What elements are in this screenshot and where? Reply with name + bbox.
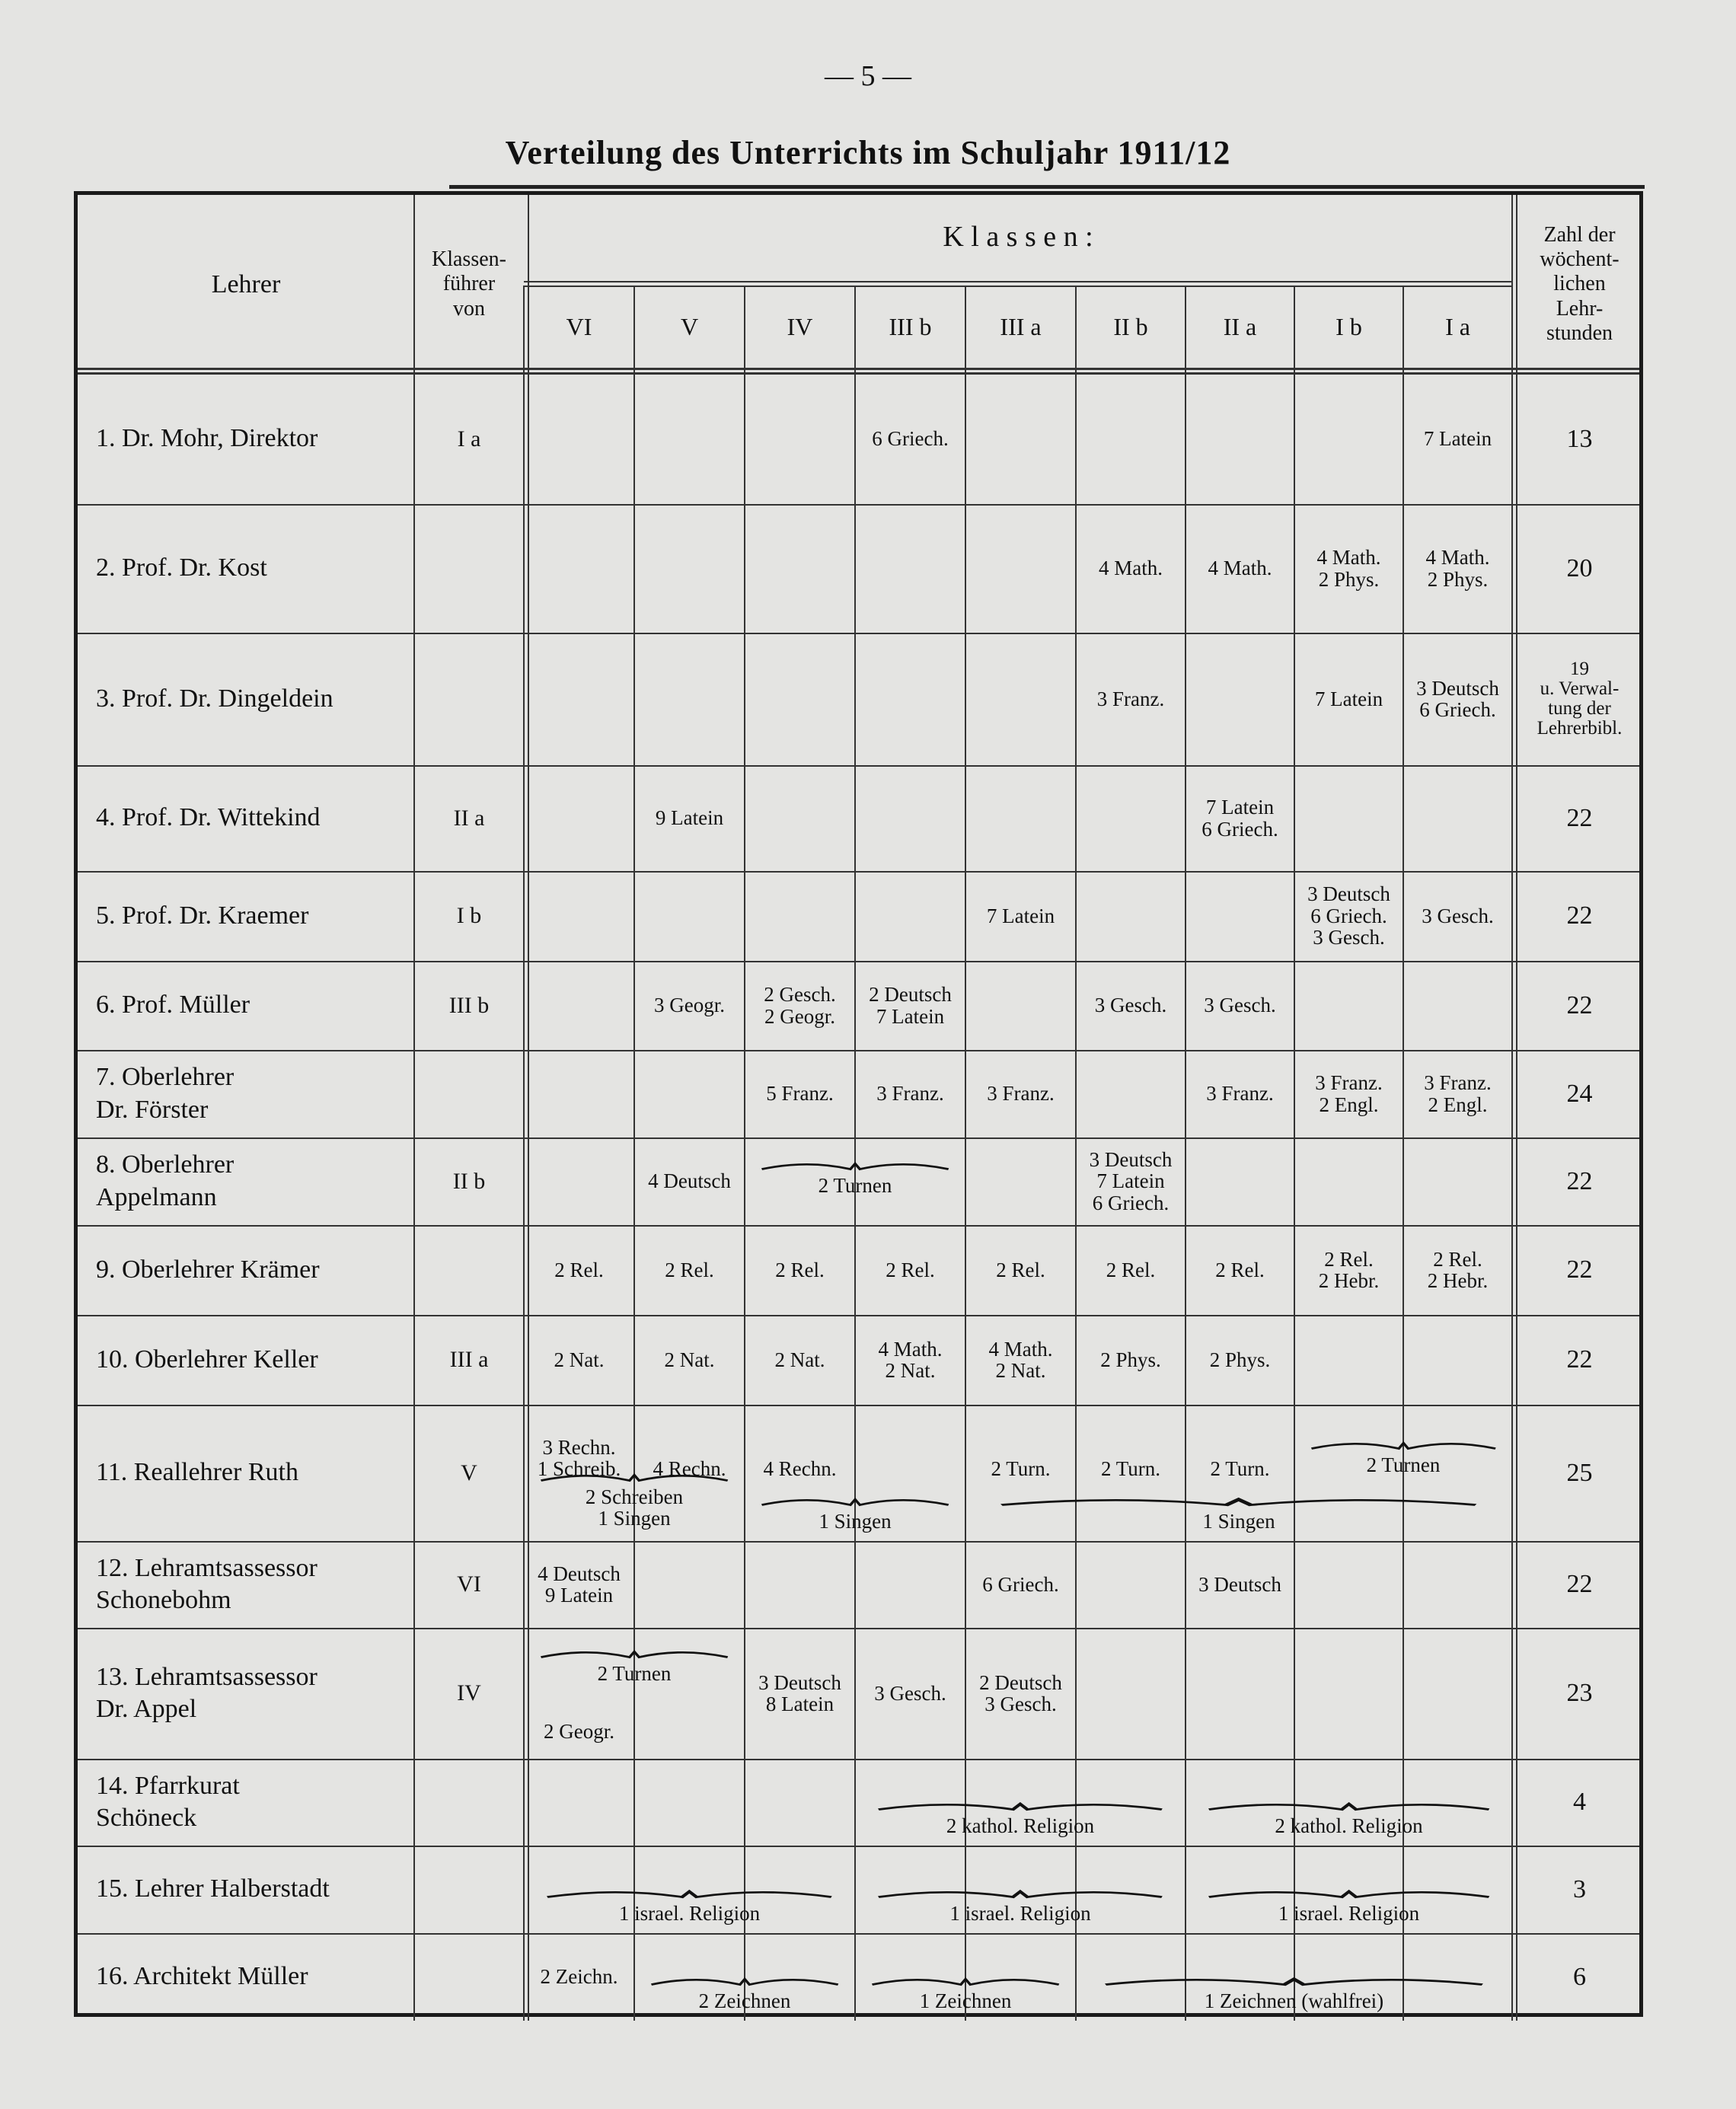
combined-lesson — [528, 1721, 630, 1742]
lesson-cell — [746, 374, 854, 504]
class-leader — [414, 1050, 524, 1137]
lesson-cell — [746, 633, 854, 765]
header-classes-title: K l a s s e n : — [943, 220, 1093, 253]
combined-lesson-label: 2 kathol. Religion — [1275, 1814, 1423, 1837]
brace-icon — [876, 1887, 1165, 1901]
lesson-cell: 2 Rel. — [554, 1258, 604, 1281]
lesson-cell: 6 Griech. — [872, 427, 949, 451]
class-leader: IV — [457, 1680, 481, 1706]
class-leader: II b — [452, 1168, 486, 1194]
lesson-cell — [1405, 1541, 1511, 1628]
lesson-cell — [636, 374, 743, 504]
brace-icon — [544, 1887, 834, 1901]
brace-icon — [870, 1975, 1061, 1989]
combined-lesson-label: 1 Zeichnen — [919, 1989, 1012, 2012]
weekly-hours-total: 24 — [1566, 1079, 1593, 1108]
combined-lesson — [970, 1495, 1508, 1532]
lesson-cell: 2 Turn. — [1100, 1457, 1161, 1481]
lesson-cell: 3 Gesch. — [1094, 994, 1167, 1017]
brace-icon — [876, 1800, 1165, 1814]
combined-lesson-label: 1 Singen — [819, 1510, 892, 1533]
brace-icon — [760, 1495, 950, 1509]
lesson-cell: 2 Zeichn. — [540, 1965, 618, 1989]
combined-lesson — [1080, 1975, 1508, 2012]
class-leader: III b — [448, 992, 490, 1018]
lesson-cell — [1296, 1137, 1402, 1225]
lesson-cell: 3 Deutsch 6 Griech. 3 Gesch. — [1307, 882, 1390, 949]
brace-icon — [539, 1471, 729, 1485]
lesson-cell — [746, 871, 854, 961]
lesson-cell: 2 Turn. — [1210, 1457, 1270, 1481]
teacher-name: 7. Oberlehrer Dr. Förster — [96, 1063, 235, 1124]
lesson-cell: 3 Gesch. — [1422, 904, 1494, 927]
lesson-cell: 2 Rel. — [886, 1258, 935, 1281]
weekly-hours-total: 22 — [1566, 803, 1593, 832]
lesson-cell — [1405, 1315, 1511, 1405]
lesson-cell — [525, 871, 633, 961]
class-leader — [414, 1759, 524, 1846]
lesson-cell — [857, 504, 964, 633]
lesson-cell: 2 Rel. 2 Hebr. — [1427, 1247, 1489, 1292]
lesson-cell: 2 Gesch. 2 Geogr. — [764, 983, 836, 1028]
lesson-cell — [1077, 765, 1184, 871]
schedule-table — [74, 191, 1643, 2017]
combined-lesson-label: 2 Schreiben 1 Singen — [585, 1485, 684, 1530]
class-leader: III a — [449, 1347, 489, 1373]
lesson-cell: 3 Deutsch 7 Latein 6 Griech. — [1089, 1147, 1173, 1214]
lesson-cell: 9 Latein — [655, 806, 724, 830]
brace-icon — [997, 1495, 1480, 1509]
lesson-cell: 3 Franz. — [1206, 1082, 1274, 1106]
weekly-hours-total: 22 — [1566, 1345, 1593, 1374]
lesson-cell: 7 Latein — [1314, 687, 1383, 710]
lesson-cell — [1296, 1541, 1402, 1628]
weekly-hours-total: 4 — [1573, 1788, 1586, 1817]
lesson-cell: 2 Rel. 2 Hebr. — [1318, 1247, 1380, 1292]
combined-lesson — [749, 1495, 961, 1532]
class-leader: VI — [457, 1571, 481, 1597]
header-class-2: IV — [787, 312, 813, 340]
teacher-name: 4. Prof. Dr. Wittekind — [96, 803, 321, 832]
class-leader: V — [461, 1460, 477, 1485]
lesson-cell: 3 Deutsch — [1198, 1572, 1281, 1596]
lesson-cell: 2 Nat. — [554, 1348, 605, 1371]
class-leader: I a — [457, 426, 481, 451]
title-rule — [449, 185, 1645, 189]
lesson-cell — [1187, 633, 1293, 765]
header-rule — [524, 281, 1512, 282]
lesson-cell — [1296, 374, 1402, 504]
lesson-cell: 3 Rechn. 1 Schreib. — [537, 1435, 621, 1481]
class-leader — [414, 1846, 524, 1933]
lesson-cell — [525, 765, 633, 871]
lesson-cell — [967, 961, 1074, 1050]
lesson-cell — [1296, 1315, 1402, 1405]
combined-lesson-label: 1 israel. Religion — [618, 1902, 761, 1925]
lesson-cell — [636, 633, 743, 765]
lesson-cell: 2 Rel. — [1215, 1258, 1265, 1281]
lesson-cell — [636, 871, 743, 961]
lesson-cell: 7 Latein — [1423, 427, 1492, 451]
lesson-cell — [1405, 765, 1511, 871]
column-divider — [1294, 286, 1295, 2021]
combined-lesson — [860, 1887, 1181, 1924]
lesson-cell: 2 Deutsch 3 Gesch. — [979, 1670, 1062, 1715]
teacher-name: 1. Dr. Mohr, Direktor — [96, 424, 318, 453]
header-teacher: Lehrer — [211, 270, 281, 298]
lesson-cell — [525, 1050, 633, 1137]
weekly-hours-total: 22 — [1566, 1166, 1593, 1195]
header-class-8: I a — [1445, 312, 1470, 340]
weekly-hours-total: 22 — [1566, 1570, 1593, 1599]
lesson-cell — [1187, 374, 1293, 504]
lesson-cell — [1187, 871, 1293, 961]
weekly-hours-total: 19 u. Verwal- tung der Lehrerbibl. — [1537, 658, 1623, 739]
combined-lesson-label: 2 Turnen — [818, 1173, 892, 1197]
lesson-cell — [857, 1541, 964, 1628]
combined-lesson — [639, 1975, 850, 2012]
combined-lesson — [749, 1160, 961, 1196]
lesson-cell — [636, 1541, 743, 1628]
combined-lesson-label: 2 Turnen — [1366, 1453, 1441, 1476]
weekly-hours-total: 22 — [1566, 1256, 1593, 1284]
lesson-cell — [1187, 1628, 1293, 1759]
weekly-hours-total: 22 — [1566, 901, 1593, 930]
weekly-hours-total: 6 — [1573, 1962, 1586, 1991]
lesson-cell — [1077, 1050, 1184, 1137]
header-class-7: I b — [1336, 312, 1362, 340]
lesson-cell — [746, 1759, 854, 1846]
lesson-cell — [525, 633, 633, 765]
column-divider — [854, 286, 856, 2021]
teacher-name: 6. Prof. Müller — [96, 991, 251, 1019]
lesson-cell — [1405, 1137, 1511, 1225]
teacher-name: 8. Oberlehrer Appelmann — [96, 1150, 235, 1211]
brace-icon — [1310, 1439, 1498, 1453]
lesson-cell: 4 Rechn. — [653, 1457, 726, 1481]
class-leader — [414, 1225, 524, 1315]
lesson-cell: 2 Phys. — [1100, 1348, 1161, 1371]
teacher-name: 2. Prof. Dr. Kost — [96, 554, 267, 582]
lesson-cell: 3 Gesch. — [1204, 994, 1276, 1017]
header-class-leader: Klassen- führer von — [432, 247, 506, 321]
combined-lesson-label: 1 Zeichnen (wahlfrei) — [1204, 1989, 1384, 2012]
lesson-cell: 4 Math. — [1208, 557, 1272, 580]
lesson-cell — [525, 1759, 633, 1846]
lesson-cell: 4 Math. 2 Nat. — [988, 1337, 1053, 1382]
lesson-cell: 4 Deutsch 9 Latein — [538, 1562, 621, 1606]
lesson-cell: 2 Rel. — [996, 1258, 1045, 1281]
class-leader: II a — [453, 805, 485, 831]
header-class-3: III b — [889, 312, 932, 340]
lesson-cell — [636, 1050, 743, 1137]
lesson-cell — [746, 1541, 854, 1628]
combined-lesson — [860, 1800, 1181, 1836]
brace-icon — [760, 1160, 950, 1173]
brace-icon — [1102, 1975, 1486, 1989]
lesson-cell: 6 Griech. — [982, 1572, 1059, 1596]
combined-lesson — [860, 1975, 1071, 2012]
combined-lesson-label: 2 Turnen — [597, 1661, 672, 1685]
lesson-cell: 4 Math. — [1099, 557, 1163, 580]
weekly-hours-total: 22 — [1566, 991, 1593, 1019]
combined-lesson-label: 2 Zeichnen — [698, 1989, 791, 2012]
lesson-cell: 7 Latein 6 Griech. — [1201, 796, 1278, 841]
lesson-cell — [1296, 765, 1402, 871]
header-class-6: II a — [1223, 312, 1257, 340]
class-leader — [414, 633, 524, 765]
lesson-cell — [1296, 1628, 1402, 1759]
lesson-cell: 2 Turn. — [991, 1457, 1051, 1481]
lesson-cell — [746, 765, 854, 871]
combined-lesson — [1190, 1887, 1508, 1924]
combined-lesson-label: 2 Geogr. — [544, 1720, 614, 1743]
class-leader — [414, 504, 524, 633]
lesson-cell: 2 Rel. — [775, 1258, 825, 1281]
class-leader: I b — [456, 903, 482, 929]
lesson-cell — [1077, 374, 1184, 504]
weekly-hours-total: 13 — [1566, 424, 1593, 453]
page-title: Verteilung des Unterrichts im Schuljahr 1911/12 — [505, 134, 1231, 171]
column-divider — [1075, 286, 1077, 2021]
combined-lesson — [1299, 1439, 1508, 1476]
teacher-name: 14. Pfarrkurat Schöneck — [96, 1771, 240, 1832]
teacher-name: 3. Prof. Dr. Dingeldein — [96, 684, 333, 713]
lesson-cell — [967, 633, 1074, 765]
lesson-cell: 3 Gesch. — [874, 1681, 946, 1705]
teacher-name: 9. Oberlehrer Krämer — [96, 1255, 320, 1284]
combined-lesson-label: 1 Singen — [1202, 1510, 1275, 1533]
lesson-cell: 3 Franz. — [1096, 687, 1165, 710]
lesson-cell — [967, 504, 1074, 633]
lesson-cell — [636, 504, 743, 633]
brace-icon — [649, 1975, 840, 1989]
lesson-cell: 4 Math. 2 Phys. — [1425, 546, 1490, 591]
header-weekly-hours: Zahl der wöchent- lichen Lehr- stunden — [1540, 223, 1620, 345]
teacher-name: 12. Lehramtsassessor Schonebohm — [96, 1553, 318, 1614]
teacher-name: 15. Lehrer Halberstadt — [96, 1874, 330, 1903]
lesson-cell: 5 Franz. — [766, 1082, 834, 1106]
lesson-cell — [967, 1137, 1074, 1225]
lesson-cell — [857, 871, 964, 961]
page-number: — 5 — — [825, 60, 911, 92]
column-divider — [744, 286, 745, 2021]
column-divider — [965, 286, 966, 2021]
combined-lesson — [528, 1887, 850, 1924]
teacher-name: 13. Lehramtsassessor Dr. Appel — [96, 1662, 318, 1723]
lesson-cell — [746, 504, 854, 633]
teacher-name: 10. Oberlehrer Keller — [96, 1345, 318, 1374]
header-class-0: VI — [566, 312, 592, 340]
teacher-name: 5. Prof. Dr. Kraemer — [96, 901, 309, 930]
lesson-cell — [857, 633, 964, 765]
lesson-cell — [525, 1137, 633, 1225]
weekly-hours-total: 20 — [1566, 554, 1593, 582]
lesson-cell: 3 Franz. — [876, 1082, 944, 1106]
lesson-cell: 2 Nat. — [774, 1348, 825, 1371]
lesson-cell: 4 Math. 2 Phys. — [1316, 546, 1381, 591]
lesson-cell — [1187, 1137, 1293, 1225]
lesson-cell — [967, 765, 1074, 871]
lesson-cell — [857, 765, 964, 871]
lesson-cell: 3 Franz. 2 Engl. — [1315, 1071, 1383, 1116]
lesson-cell: 4 Deutsch — [648, 1169, 731, 1193]
lesson-cell: 3 Franz. 2 Engl. — [1424, 1071, 1492, 1116]
lesson-cell — [1405, 961, 1511, 1050]
lesson-cell: 2 Nat. — [664, 1348, 715, 1371]
weekly-hours-total: 23 — [1566, 1679, 1593, 1708]
lesson-cell: 3 Geogr. — [654, 994, 725, 1017]
brace-icon — [539, 1648, 729, 1661]
combined-lesson-label: 1 israel. Religion — [1278, 1902, 1420, 1925]
lesson-cell: 2 Phys. — [1209, 1348, 1271, 1371]
weekly-hours-total: 25 — [1566, 1458, 1593, 1487]
lesson-cell — [1077, 871, 1184, 961]
class-leader — [414, 1933, 524, 2021]
teacher-name: 16. Architekt Müller — [96, 1962, 308, 1991]
lesson-cell: 3 Deutsch 6 Griech. — [1416, 676, 1499, 721]
lesson-cell: 3 Deutsch 8 Latein — [758, 1670, 841, 1715]
lesson-cell: 2 Deutsch 7 Latein — [869, 983, 952, 1028]
lesson-cell — [1077, 1628, 1184, 1759]
lesson-cell — [636, 1759, 743, 1846]
combined-lesson — [1190, 1800, 1508, 1836]
column-divider — [633, 286, 635, 2021]
lesson-cell: 7 Latein — [986, 904, 1055, 927]
combined-lesson-label: 1 israel. Religion — [949, 1902, 1091, 1925]
lesson-cell — [525, 504, 633, 633]
lesson-cell — [1296, 961, 1402, 1050]
teacher-name: 11. Reallehrer Ruth — [96, 1458, 298, 1487]
column-divider — [1185, 286, 1186, 2021]
lesson-cell: 4 Math. 2 Nat. — [878, 1337, 943, 1382]
weekly-hours-total: 3 — [1573, 1874, 1586, 1903]
brace-icon — [1206, 1887, 1492, 1901]
lesson-cell: 3 Franz. — [987, 1082, 1055, 1106]
lesson-cell — [1077, 1541, 1184, 1628]
header-class-5: II b — [1113, 312, 1148, 340]
column-divider — [1403, 286, 1404, 2021]
brace-icon — [1206, 1800, 1492, 1814]
lesson-cell — [967, 374, 1074, 504]
lesson-cell: 4 Rechn. — [763, 1457, 837, 1481]
lesson-cell — [525, 374, 633, 504]
lesson-cell — [1405, 1628, 1511, 1759]
combined-lesson — [528, 1471, 740, 1530]
lesson-cell — [525, 961, 633, 1050]
header-class-4: III a — [1000, 312, 1042, 340]
header-class-1: V — [680, 312, 699, 340]
lesson-cell: 2 Rel. — [1106, 1258, 1156, 1281]
combined-lesson-label: 2 kathol. Religion — [946, 1814, 1095, 1837]
lesson-cell: 2 Rel. — [665, 1258, 714, 1281]
combined-lesson — [528, 1648, 740, 1684]
